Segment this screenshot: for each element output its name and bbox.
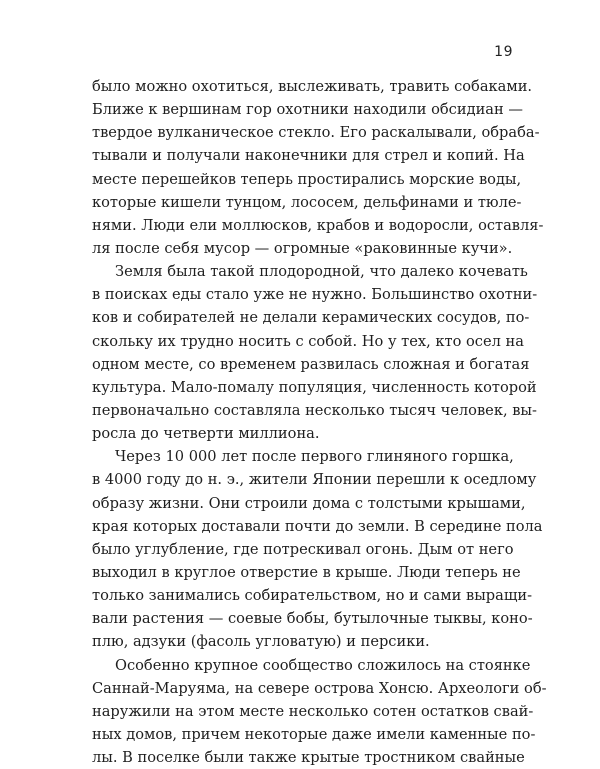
text-line: плю, адзуки (фасоль угловатую) и персики. (92, 633, 430, 651)
text-line: лы. В поселке были также крытые тростником свайные (92, 749, 525, 767)
text-line: ных домов, причем некоторые даже имели каменные по- (92, 725, 536, 743)
page-number: 19 (494, 44, 513, 60)
text-line: выходил в круглое отверстие в крыше. Люди теперь не (92, 563, 521, 581)
text-line: скольку их трудно носить с собой. Но у тех, кто осел на (92, 332, 524, 350)
text-line: было углубление, где потрескивал огонь. Дым от него (92, 540, 514, 558)
text-line: в поисках еды стало уже не нужно. Большинство охотни- (92, 286, 538, 304)
text-line: только занимались собирательством, но и сами выращи- (92, 587, 533, 605)
text-line: одном месте, со временем развилась сложная и богатая (92, 355, 530, 373)
text-line: Саннай-Маруяма, на севере острова Хонсю. Археологи об- (92, 679, 547, 697)
paragraph (92, 260, 538, 445)
text-line: росла до четверти миллиона. (92, 425, 320, 443)
paragraph (92, 75, 544, 260)
text-line: Особенно крупное сообщество сложилось на стоянке (115, 656, 531, 674)
paragraph (92, 445, 543, 653)
text-line: которые кишели тунцом, лососем, дельфинами и тюле- (92, 193, 522, 211)
text-line: тывали и получали наконечники для стрел и копий. На (92, 147, 525, 165)
text-line: ков и собирателей не делали керамических сосудов, по- (92, 309, 530, 327)
body-text (92, 75, 547, 769)
text-line: нями. Люди ели моллюсков, крабов и водоросли, оставля- (92, 216, 544, 234)
text-line: Ближе к вершинам гор охотники находили обсидиан — (92, 101, 523, 119)
paragraph (92, 654, 547, 769)
text-line: было можно охотиться, выслеживать, травить собаками. (92, 78, 533, 95)
text-line: культура. Мало-помалу популяция, численность которой (92, 378, 537, 396)
text-line: наружили на этом месте несколько сотен остатков свай- (92, 702, 534, 720)
text-line: месте перешейков теперь простирались морские воды, (92, 170, 522, 188)
text-line: Земля была такой плодородной, что далеко кочевать (115, 263, 528, 281)
text-line: в 4000 году до н. э., жители Японии перешли к оседлому (92, 471, 537, 489)
text-line: образу жизни. Они строили дома с толстыми крышами, (92, 494, 526, 512)
text-line: Через 10 000 лет после первого глиняного горшка, (115, 448, 514, 466)
text-line: первоначально составляла несколько тысяч человек, вы- (92, 401, 537, 419)
text-line: вали растения — соевые бобы, бутылочные тыквы, коно- (92, 610, 533, 628)
text-line: края которых доставали почти до земли. В середине пола (92, 517, 543, 535)
text-line: ля после себя мусор — огромные «раковинные кучи». (92, 239, 513, 257)
text-line: твердое вулканическое стекло. Его раскалывали, обраба- (92, 124, 540, 142)
